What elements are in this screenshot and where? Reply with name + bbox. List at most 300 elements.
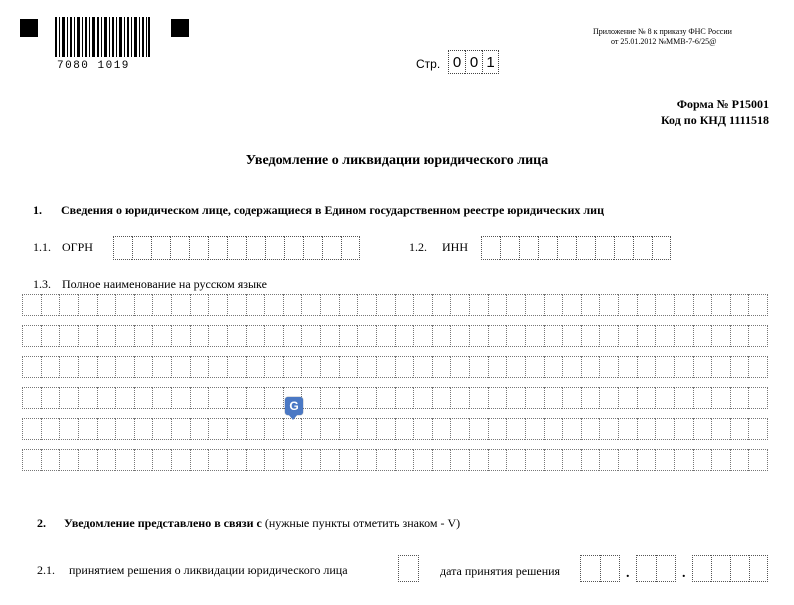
full-name-cell [208,449,227,471]
full-name-cell [674,449,693,471]
full-name-cell [413,449,432,471]
full-name-cell [41,294,60,316]
full-name-cell [562,418,581,440]
full-name-cell [357,294,376,316]
decision-date-day[interactable] [580,555,620,582]
full-name-cell [152,449,171,471]
full-name-cell [357,356,376,378]
inn-cell [519,236,538,260]
ogrn-cell [341,236,360,260]
full-name-cell [637,449,656,471]
full-name-cell [488,325,507,347]
date-year-cell [692,555,711,582]
full-name-cell [581,387,600,409]
full-name-cell [78,418,97,440]
full-name-cell [208,356,227,378]
decision-date-month[interactable] [636,555,676,582]
inn-cell [576,236,595,260]
full-name-cell [41,356,60,378]
ogrn-cell [170,236,189,260]
full-name-cell [730,294,749,316]
full-name-cell [711,325,730,347]
full-name-cell [283,294,302,316]
full-name-cell [301,356,320,378]
full-name-cell [190,325,209,347]
full-name-cell [413,356,432,378]
full-name-cell [59,449,78,471]
full-name-cell [246,449,265,471]
full-name-cell [41,449,60,471]
full-name-cell [22,418,41,440]
full-name-cell [227,418,246,440]
full-name-cell [134,418,153,440]
full-name-cell [413,418,432,440]
full-name-cell [171,449,190,471]
full-name-cell [395,356,414,378]
full-name-cell [469,418,488,440]
full-name-cell [544,449,563,471]
ogrn-cell [151,236,170,260]
full-name-cell [59,356,78,378]
inn-cell [538,236,557,260]
full-name-cell [711,356,730,378]
full-name-cell [618,387,637,409]
full-name-cell [152,356,171,378]
full-name-cell [320,294,339,316]
full-name-cell [376,449,395,471]
full-name-cell [432,294,451,316]
full-name-cell [748,387,768,409]
corner-marker-right [171,19,189,37]
full-name-cell [190,356,209,378]
full-name-cell [693,325,712,347]
barcode [55,17,150,57]
full-name-cell [637,387,656,409]
full-name-cell [339,449,358,471]
full-name-cell [78,387,97,409]
full-name-cell [693,449,712,471]
full-name-cell [339,418,358,440]
inn-number: 1.2. [409,240,427,254]
ogrn-number: 1.1. [33,240,51,254]
full-name-cell [171,325,190,347]
full-name-cell [599,294,618,316]
full-name-cell [413,387,432,409]
corner-marker-left [20,19,38,37]
full-name-number: 1.3. [33,277,51,291]
full-name-cell [59,325,78,347]
full-name-cell [544,356,563,378]
full-name-cell [227,449,246,471]
full-name-cell [97,449,116,471]
full-name-cell [730,356,749,378]
date-year-cell [711,555,730,582]
full-name-cell [693,387,712,409]
item-2-1-number: 2.1. [37,563,55,577]
full-name-cell [320,325,339,347]
full-name-cell [227,387,246,409]
full-name-cell [339,294,358,316]
inn-cell [500,236,519,260]
full-name-cell [395,418,414,440]
full-name-cell [115,325,134,347]
ogrn-field[interactable] [113,236,360,260]
full-name-cell [339,387,358,409]
full-name-cell [190,294,209,316]
full-name-cell [264,418,283,440]
full-name-cell [283,325,302,347]
page-digit-1: 0 [448,50,465,74]
full-name-cell [246,356,265,378]
ogrn-cell [265,236,284,260]
full-name-cell [264,325,283,347]
full-name-cell [357,449,376,471]
full-name-cell [674,356,693,378]
full-name-cell [339,325,358,347]
full-name-cell [301,449,320,471]
full-name-cell [599,387,618,409]
full-name-row[interactable] [22,449,768,471]
full-name-cell [227,294,246,316]
full-name-cell [655,325,674,347]
full-name-label: Полное наименование на русском языке [62,277,267,291]
appendix-line-1: Приложение № 8 к приказу ФНС России [593,27,732,36]
full-name-cell [376,356,395,378]
full-name-cell [450,387,469,409]
full-name-cell [134,449,153,471]
full-name-cell [376,418,395,440]
full-name-cell [115,387,134,409]
section-2-title-bold: Уведомление представлено в связи с [64,516,262,530]
page-label: Стр. [416,57,441,71]
full-name-cell [134,325,153,347]
full-name-cell [525,387,544,409]
inn-label: ИНН [442,240,468,254]
full-name-cell [506,325,525,347]
full-name-cell [730,449,749,471]
full-name-cell [432,387,451,409]
full-name-cell [711,387,730,409]
full-name-cell [488,294,507,316]
full-name-cell [41,387,60,409]
full-name-cell [264,356,283,378]
full-name-cell [78,294,97,316]
full-name-cell [246,418,265,440]
full-name-cell [599,418,618,440]
full-name-cell [730,387,749,409]
section-1-number: 1. [33,203,42,217]
full-name-cell [562,387,581,409]
full-name-cell [581,294,600,316]
full-name-cell [78,449,97,471]
full-name-cell [115,356,134,378]
ogrn-cell [322,236,341,260]
full-name-cell [115,449,134,471]
full-name-cell [525,418,544,440]
full-name-cell [581,325,600,347]
full-name-cell [450,449,469,471]
full-name-cell [171,356,190,378]
full-name-cell [264,449,283,471]
full-name-cell [283,356,302,378]
full-name-cell [301,294,320,316]
full-name-cell [599,449,618,471]
full-name-cell [618,418,637,440]
full-name-cell [525,356,544,378]
full-name-cell [581,356,600,378]
date-year-cell [749,555,768,582]
full-name-cell [227,325,246,347]
inn-cell [557,236,576,260]
date-year-cell [730,555,749,582]
full-name-cell [376,387,395,409]
full-name-cell [599,325,618,347]
item-2-1-label: принятием решения о ликвидации юридического лица [69,563,348,577]
full-name-cell [432,449,451,471]
full-name-cell [637,356,656,378]
full-name-cell [41,325,60,347]
full-name-cell [674,418,693,440]
full-name-cell [357,418,376,440]
date-month-cell [656,555,676,582]
form-title: Уведомление о ликвидации юридического лица [245,153,549,168]
full-name-cell [450,325,469,347]
full-name-cell [506,418,525,440]
full-name-cell [78,356,97,378]
ogrn-cell [284,236,303,260]
date-month-cell [636,555,656,582]
full-name-cell [693,356,712,378]
full-name-cell [413,325,432,347]
full-name-cell [97,356,116,378]
section-1-title: Сведения о юридическом лице, содержащиеся в Едином государственном реестре юридических лиц [61,203,604,217]
full-name-cell [227,356,246,378]
full-name-cell [22,449,41,471]
full-name-cell [97,325,116,347]
full-name-cell [711,449,730,471]
full-name-cell [115,294,134,316]
item-2-1-checkbox[interactable] [398,555,419,582]
full-name-cell [134,387,153,409]
decision-date-label: дата принятия решения [440,564,561,578]
inn-cell [633,236,652,260]
full-name-cell [748,356,768,378]
inn-cell [481,236,500,260]
full-name-cell [171,387,190,409]
ogrn-cell [208,236,227,260]
checkbox-cell [398,555,419,582]
full-name-cell [469,356,488,378]
date-separator-2: . [682,566,686,581]
ogrn-cell [303,236,322,260]
ogrn-cell [246,236,265,260]
full-name-cell [748,325,768,347]
full-name-cell [730,325,749,347]
full-name-cell [469,387,488,409]
full-name-cell [488,418,507,440]
full-name-cell [152,418,171,440]
full-name-cell [208,387,227,409]
full-name-cell [246,294,265,316]
full-name-cell [283,449,302,471]
full-name-cell [562,294,581,316]
full-name-row[interactable] [22,356,768,378]
full-name-cell [78,325,97,347]
full-name-cell [246,387,265,409]
full-name-cell [152,325,171,347]
full-name-cell [655,356,674,378]
full-name-cell [357,325,376,347]
full-name-cell [395,449,414,471]
full-name-cell [506,449,525,471]
full-name-row[interactable] [22,325,768,347]
full-name-cell [59,294,78,316]
full-name-cell [562,325,581,347]
full-name-cell [581,449,600,471]
full-name-cell [152,387,171,409]
full-name-cell [115,418,134,440]
full-name-cell [544,325,563,347]
full-name-cell [693,294,712,316]
full-name-cell [97,294,116,316]
full-name-cell [488,356,507,378]
ogrn-cell [113,236,132,260]
full-name-cell [283,418,302,440]
full-name-cell [655,449,674,471]
full-name-cell [748,418,768,440]
full-name-cell [693,418,712,440]
google-translate-icon[interactable]: G [285,397,303,415]
ogrn-cell [227,236,246,260]
full-name-cell [395,387,414,409]
full-name-cell [655,294,674,316]
full-name-cell [22,294,41,316]
full-name-cell [618,356,637,378]
inn-cell [614,236,633,260]
full-name-cell [506,387,525,409]
full-name-cell [320,356,339,378]
full-name-cell [413,294,432,316]
inn-field[interactable] [481,236,671,260]
page-number-field[interactable] [448,50,499,74]
full-name-cell [637,418,656,440]
full-name-cell [637,294,656,316]
full-name-cell [97,418,116,440]
full-name-cell [488,387,507,409]
full-name-cell [264,294,283,316]
barcode-number: 7080 1019 [57,60,130,72]
full-name-cell [748,449,768,471]
full-name-cell [525,449,544,471]
full-name-cell [395,294,414,316]
full-name-cell [674,294,693,316]
full-name-cell [22,356,41,378]
page-digit-3: 1 [482,50,499,74]
full-name-cell [264,387,283,409]
full-name-cell [432,356,451,378]
ogrn-cell [189,236,208,260]
full-name-cell [655,387,674,409]
full-name-cell [469,294,488,316]
full-name-cell [618,294,637,316]
inn-cell [652,236,671,260]
full-name-cell [41,418,60,440]
full-name-cell [432,325,451,347]
full-name-cell [134,356,153,378]
decision-date-year[interactable] [692,555,768,582]
full-name-cell [301,418,320,440]
full-name-cell [506,294,525,316]
full-name-cell [506,356,525,378]
full-name-cell [450,294,469,316]
full-name-cell [525,325,544,347]
full-name-cell [134,294,153,316]
full-name-cell [320,418,339,440]
date-day-cell [600,555,620,582]
full-name-cell [22,387,41,409]
full-name-cell [395,325,414,347]
full-name-cell [208,418,227,440]
full-name-row[interactable] [22,294,768,316]
full-name-cell [59,387,78,409]
inn-cell [595,236,614,260]
full-name-cell [376,294,395,316]
full-name-cell [469,449,488,471]
full-name-cell [301,387,320,409]
appendix-line-2: от 25.01.2012 №ММВ-7-6/25@ [611,37,717,46]
full-name-cell [320,387,339,409]
ogrn-label: ОГРН [62,240,93,254]
full-name-cell [618,325,637,347]
full-name-cell [599,356,618,378]
full-name-cell [562,356,581,378]
full-name-cell [469,325,488,347]
full-name-cell [525,294,544,316]
full-name-cell [59,418,78,440]
full-name-cell [357,387,376,409]
full-name-row[interactable] [22,387,768,409]
full-name-cell [655,418,674,440]
full-name-cell [376,325,395,347]
section-2-title-note: (нужные пункты отметить знаком - V) [264,516,461,530]
full-name-cell [320,449,339,471]
full-name-cell [730,418,749,440]
full-name-cell [171,294,190,316]
full-name-cell [450,356,469,378]
full-name-cell [581,418,600,440]
full-name-cell [488,449,507,471]
ogrn-cell [132,236,151,260]
full-name-row[interactable] [22,418,768,440]
form-number: Форма № Р15001 [676,97,769,111]
full-name-cell [748,294,768,316]
full-name-cell [301,325,320,347]
page-digit-2: 0 [465,50,482,74]
full-name-cell [208,325,227,347]
full-name-cell [674,387,693,409]
full-name-cell [432,418,451,440]
full-name-cell [246,325,265,347]
full-name-cell [544,294,563,316]
full-name-cell [190,418,209,440]
section-2-title [64,516,460,531]
full-name-cell [190,387,209,409]
full-name-cell [618,449,637,471]
full-name-cell [339,356,358,378]
full-name-cell [152,294,171,316]
full-name-cell [637,325,656,347]
full-name-cell [190,449,209,471]
